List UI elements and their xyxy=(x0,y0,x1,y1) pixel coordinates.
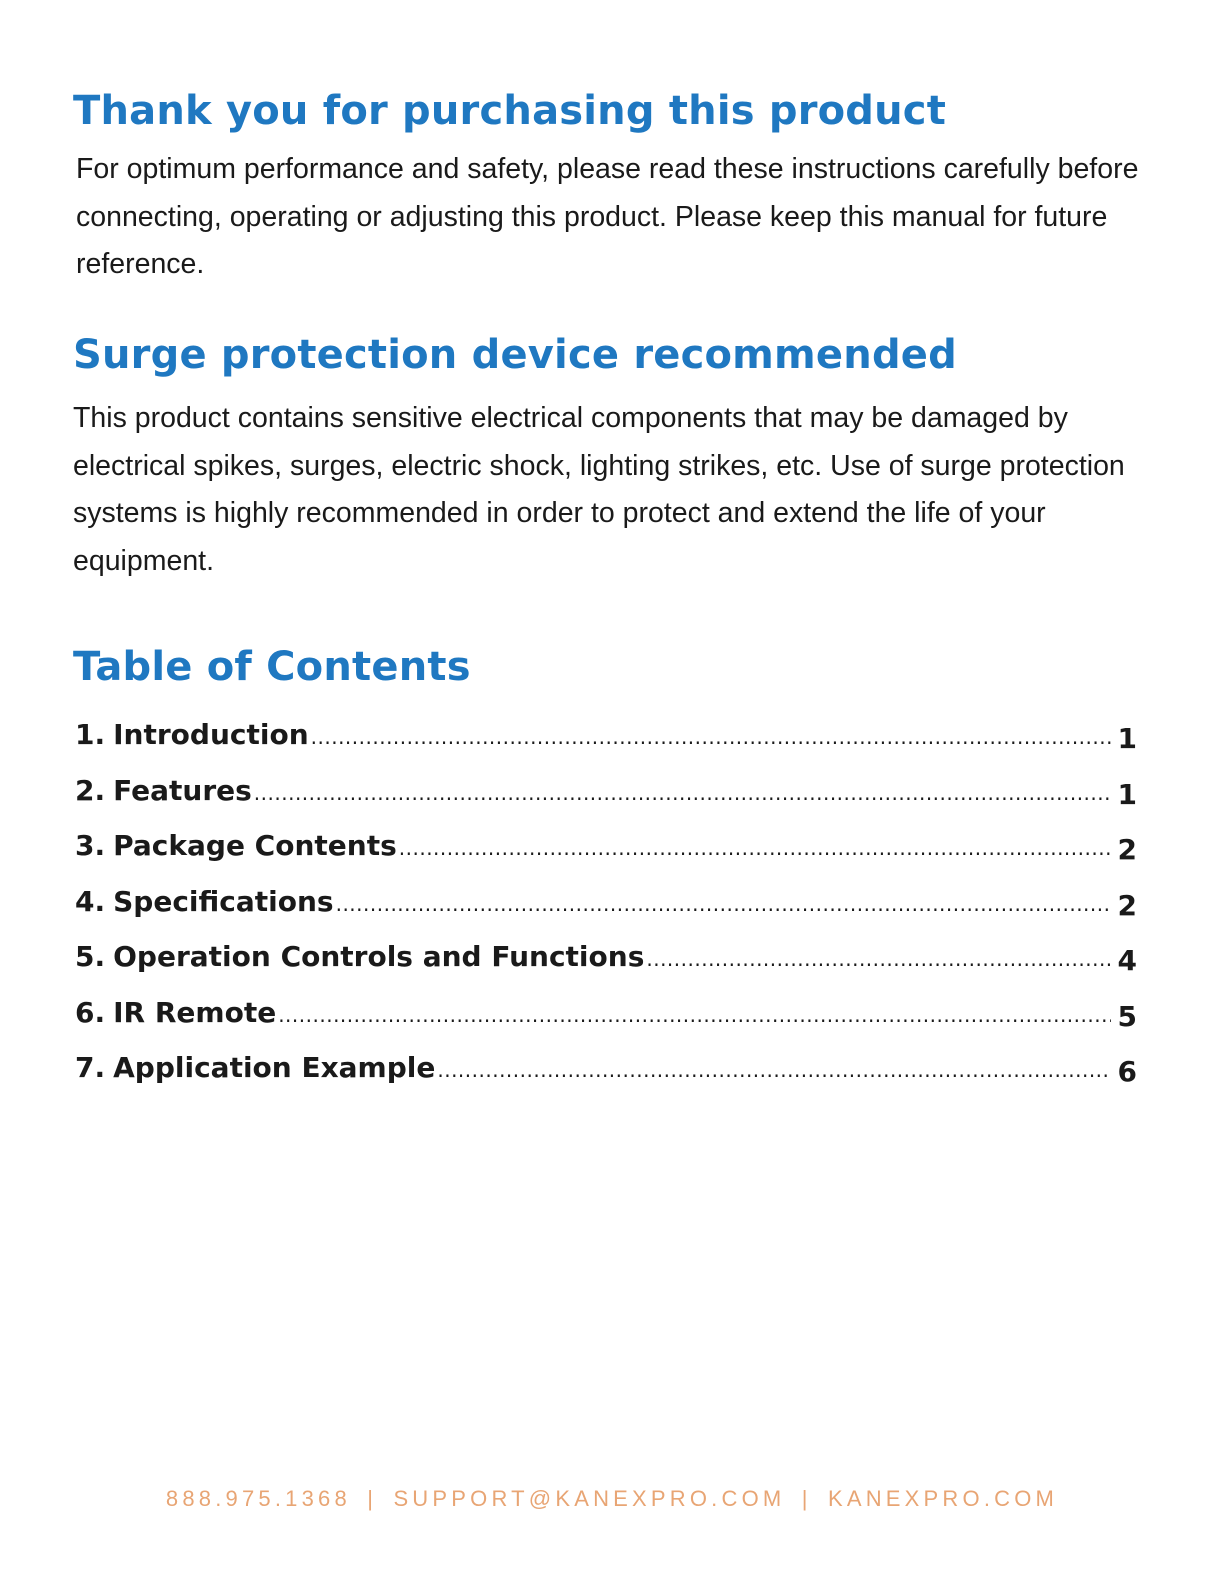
toc-item-number: 7. xyxy=(75,1051,106,1084)
toc-item-application-example[interactable] xyxy=(75,1051,1137,1107)
toc-item-specifications[interactable] xyxy=(75,885,1137,941)
toc-dot-leader xyxy=(646,947,1111,971)
toc-item-page: 2 xyxy=(1117,833,1137,866)
toc-item-page: 2 xyxy=(1117,888,1137,922)
toc-item-number: 2. xyxy=(75,773,106,807)
thanks-paragraph: For optimum performance and safety, please read these instructions carefully before connecting, operating or adjusting this product. Please keep this manual for future reference. xyxy=(76,153,1139,280)
toc-item-page: 1 xyxy=(1117,777,1137,811)
toc-item-title: Application Example xyxy=(113,1051,436,1084)
toc-heading: Table of Contents xyxy=(73,644,471,690)
toc-dot-leader xyxy=(254,781,1111,805)
footer-email[interactable]: SUPPORT@KANEXPRO.COM xyxy=(393,1486,786,1511)
toc-item-number: 5. xyxy=(75,940,106,973)
toc-item-ir-remote[interactable] xyxy=(75,996,1137,1052)
toc-dot-leader xyxy=(399,836,1111,860)
footer-separator: | xyxy=(801,1486,812,1511)
toc-item-operation-controls[interactable] xyxy=(75,940,1137,996)
surge-heading: Surge protection device recommended xyxy=(73,332,957,378)
toc-item-page: 6 xyxy=(1117,1055,1137,1088)
toc-item-number: 1. xyxy=(75,718,106,751)
footer-contact xyxy=(0,1486,1224,1512)
toc-item-title: Package Contents xyxy=(113,829,397,862)
toc-item-title: Specifications xyxy=(113,884,334,918)
toc-item-introduction[interactable] xyxy=(75,718,1137,774)
toc-item-title: Introduction xyxy=(113,718,309,751)
toc-item-page: 5 xyxy=(1117,999,1137,1033)
thanks-heading: Thank you for purchasing this product xyxy=(73,88,947,134)
table-of-contents xyxy=(75,718,1137,1107)
toc-dot-leader xyxy=(437,1058,1111,1082)
toc-dot-leader xyxy=(336,892,1111,916)
surge-paragraph: This product contains sensitive electrical components that may be damaged by electrical spikes, surges, electric shock, lighting strikes, etc. Use of surge protection systems is highly recommended in order to protect and extend the life of your equipment. xyxy=(73,402,1125,577)
footer-phone[interactable]: 888.975.1368 xyxy=(165,1486,351,1511)
toc-item-page: 1 xyxy=(1117,722,1137,755)
toc-item-number: 4. xyxy=(75,884,106,918)
toc-item-package-contents[interactable] xyxy=(75,829,1137,885)
toc-item-title: Operation Controls and Functions xyxy=(113,940,645,973)
toc-item-title: IR Remote xyxy=(113,995,277,1029)
toc-dot-leader xyxy=(278,1003,1111,1027)
footer-separator: | xyxy=(367,1486,378,1511)
toc-item-number: 6. xyxy=(75,995,106,1029)
toc-item-features[interactable] xyxy=(75,774,1137,830)
toc-dot-leader xyxy=(311,725,1111,749)
footer-website[interactable]: KANEXPRO.COM xyxy=(827,1486,1059,1511)
toc-item-title: Features xyxy=(113,773,252,807)
toc-item-page: 4 xyxy=(1117,944,1137,977)
toc-item-number: 3. xyxy=(75,829,106,862)
